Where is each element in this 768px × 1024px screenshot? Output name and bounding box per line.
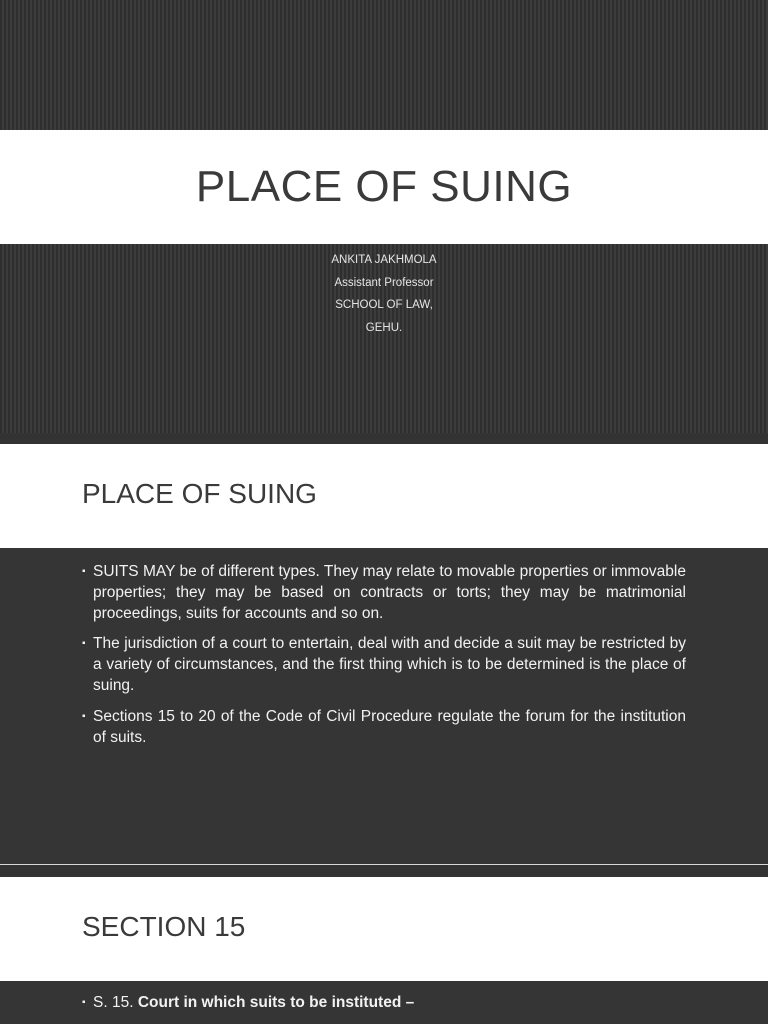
bullet-icon: ▪ [82,997,86,1008]
section-title: Court in which suits to be instituted – [137,994,415,1011]
list-item [82,993,686,1014]
slide-heading: PLACE OF SUING [82,478,317,509]
author-school: SCHOOL OF LAW, [335,299,433,311]
bullet-list [82,562,686,758]
title-slide [0,0,768,433]
author-role: Assistant Professor [334,276,434,289]
author-name: ANKITA JAKHMOLA [331,254,437,266]
bullet-text: The jurisdiction of a court to entertain, deal with and decide a suit may be restricted by a variety of circumstances, and the first thing which is to be determined is the place of suing. [93,635,686,694]
bullet-text: SUITS MAY be of different types. They may relate to movable properties or immovable properties; they may be based on contracts or torts; they may be matrimonial proceedings, suits for accounts and so on. [93,563,686,622]
list-item [82,634,686,696]
bullet-icon: ▪ [82,566,86,577]
list-item [82,707,686,749]
slide-gap [0,433,768,444]
slide-gap [0,865,768,877]
heading-band [0,444,768,548]
bullet-icon: ▪ [82,710,86,722]
section-number: S. 15. [93,994,134,1011]
author-block [0,249,768,339]
slide-title: PLACE OF SUING [195,162,573,211]
author-institution: GEHU. [365,321,403,334]
content-slide-place-of-suing [0,444,768,864]
slide-heading: SECTION 15 [82,911,246,942]
heading-band [0,877,768,981]
content-slide-section-15 [0,877,768,1024]
bullet-icon: ▪ [82,638,86,650]
bullet-text: Sections 15 to 20 of the Code of Civil Procedure regulate the forum for the institution of suits. [93,707,686,746]
list-item [82,562,686,624]
bullet-list [82,993,686,1024]
title-band [0,130,768,244]
